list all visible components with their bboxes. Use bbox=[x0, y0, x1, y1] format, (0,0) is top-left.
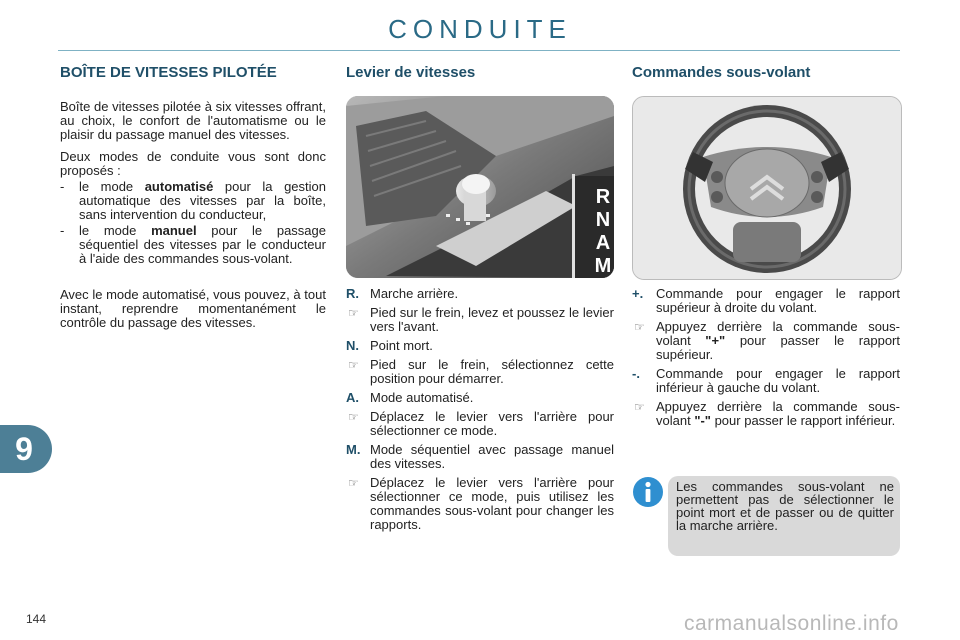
item-manual: M. Mode séquentiel avec passage manuel des vitesses. bbox=[346, 442, 614, 471]
item-upshift-instruction: ☞ Appuyez derrière la commande sous-volant "+" pour passer le rapport supérieur. bbox=[634, 319, 900, 362]
hand-pointer-icon: ☞ bbox=[348, 410, 359, 424]
section-title-lever: Levier de vitesses bbox=[346, 64, 476, 81]
page-title: CONDUITE bbox=[388, 14, 572, 44]
item-automatic-instruction: ☞ Déplacez le levier vers l'arrière pour sélectionner ce mode. bbox=[348, 409, 614, 438]
chapter-tab: 9 bbox=[0, 425, 52, 473]
item-downshift-instruction: ☞ Appuyez derrière la commande sous-volant "-" pour passer le rapport inférieur. bbox=[634, 399, 900, 428]
left-column bbox=[60, 100, 326, 338]
item-neutral-instruction: ☞ Pied sur le frein, sélectionnez cette position pour démarrer. bbox=[348, 357, 614, 386]
bullet-automatic-mode: - le mode automatisé pour la gestion automatique des vitesses par la boîte, sans intervention du conducteur, bbox=[60, 179, 326, 222]
section-title-gearbox: BOÎTE DE VITESSES PILOTÉE bbox=[60, 64, 277, 81]
gear-label-a: A bbox=[595, 232, 611, 254]
watermark: carmanualsonline.info bbox=[684, 612, 899, 635]
info-text: Les commandes sous-volant ne permettent pas de sélectionner le point mort et de passer ou de quitter la marche arrière. bbox=[676, 479, 894, 533]
item-neutral: N. Point mort. bbox=[346, 338, 433, 353]
hand-pointer-icon: ☞ bbox=[348, 306, 359, 320]
override-paragraph: Avec le mode automatisé, vous pouvez, à tout instant, reprendre momentanément le contrôle du passage des vitesses. bbox=[60, 287, 326, 330]
header-divider bbox=[58, 50, 900, 51]
bullet-manual-mode: - le mode manuel pour le passage séquentiel des vitesses par le conducteur à l'aide des commandes sous-volant. bbox=[60, 223, 326, 266]
hand-pointer-icon: ☞ bbox=[348, 358, 359, 372]
page-number: 144 bbox=[26, 612, 47, 626]
item-manual-instruction: ☞ Déplacez le levier vers l'arrière pour sélectionner ce mode, puis utilisez les commandes sous-volant pour changer les rapports. bbox=[348, 475, 614, 532]
info-icon bbox=[632, 476, 664, 508]
modes-paragraph: Deux modes de conduite vous sont donc proposés : bbox=[60, 149, 326, 178]
lever-items bbox=[346, 287, 614, 537]
item-automatic: A. Mode automatisé. bbox=[346, 390, 474, 405]
gear-label-m: M bbox=[594, 255, 612, 277]
item-upshift-paddle: +. Commande pour engager le rapport supérieur à droite du volant. bbox=[632, 286, 900, 315]
steering-wheel-photo bbox=[632, 96, 902, 280]
gear-label-r: R bbox=[595, 186, 611, 208]
hand-pointer-icon: ☞ bbox=[634, 320, 645, 334]
gear-label-n: N bbox=[595, 209, 611, 231]
paddle-items bbox=[632, 287, 900, 433]
intro-paragraph: Boîte de vitesses pilotée à six vitesses offrant, au choix, le confort de l'automatisme ou le plaisir du passage manuel des vitesses. bbox=[60, 99, 326, 142]
item-reverse: R. Marche arrière. bbox=[346, 286, 459, 301]
hand-pointer-icon: ☞ bbox=[348, 476, 359, 490]
gear-lever-photo bbox=[346, 96, 614, 278]
hand-pointer-icon: ☞ bbox=[634, 400, 645, 414]
item-reverse-instruction: ☞ Pied sur le frein, levez et poussez le levier vers l'avant. bbox=[348, 305, 614, 334]
gear-position-labels bbox=[592, 186, 614, 278]
section-title-paddles: Commandes sous-volant bbox=[632, 64, 811, 81]
item-downshift-paddle: -. Commande pour engager le rapport inférieur à gauche du volant. bbox=[632, 366, 900, 395]
